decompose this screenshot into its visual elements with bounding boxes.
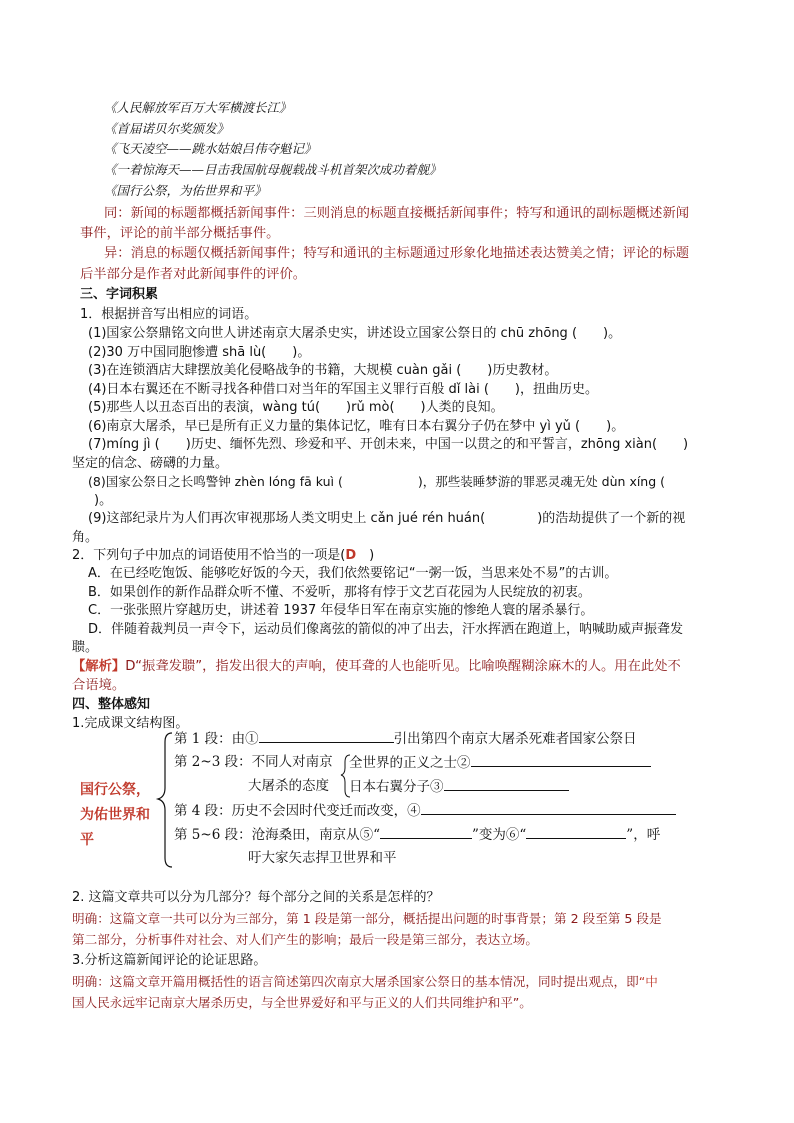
news-title-3: 《飞天凌空——跳水姑娘吕伟夺魁记》 bbox=[104, 141, 317, 156]
pinyin-item-8-cont: )。 bbox=[94, 493, 113, 508]
question2-answer: D bbox=[345, 548, 357, 563]
section3-heading: 三、字词积累 bbox=[80, 287, 159, 302]
pinyin-item-9: (9)这部纪录片为人们再次审视那场人类文明史上 cǎn jué rén huán( )的浩劫提供了一个新的视 bbox=[88, 511, 686, 526]
news-title-4: 《一着惊海天——目击我国航母舰载战斗机首架次成功着舰》 bbox=[104, 162, 442, 177]
blank-2[interactable] bbox=[471, 753, 651, 767]
analysis-tag: 【解析】 bbox=[72, 659, 126, 674]
diagram-para5-mid: ”变为⑥“ bbox=[471, 827, 527, 843]
diagram-para2-justice bbox=[349, 753, 651, 772]
diagram-para2-attitude: 大屠杀的态度 bbox=[248, 778, 329, 794]
news-title-1: 《人民解放军百万大军横渡长江》 bbox=[104, 100, 292, 115]
section4-heading: 四、整体感知 bbox=[72, 697, 151, 712]
blank-3[interactable] bbox=[444, 777, 569, 791]
analysis-text: D“振聋发聩”，指发出很大的声响，使耳聋的人也能听见。比喻唤醒糊涂麻木的人。用在此处不 bbox=[125, 659, 681, 674]
diagram-para1-label: 第 1 段：由① bbox=[174, 731, 259, 747]
compare-same-line2: 事件，评论的前半部分概括事件。 bbox=[80, 226, 280, 241]
diagram-para2-label: 第 2~3 段：不同人对南京 bbox=[174, 754, 333, 770]
option-c: C．一张张照片穿越历史，讲述着 1937 年侵华日军在南京实施的惨绝人寰的屠杀暴行。 bbox=[88, 603, 594, 618]
answer3-quote-start: “中 bbox=[638, 974, 658, 989]
pinyin-item-2: (2)30 万中国同胞惨遭 shā lù( )。 bbox=[88, 345, 311, 360]
pinyin-item-5: (5)那些人以丑态百出的表演，wàng tú( )rǔ mò( )人类的良知。 bbox=[88, 400, 504, 415]
pinyin-item-8: (8)国家公祭日之长鸣警钟 zhèn lóng fā kuì ( )，那些装睡梦游的罪恶灵魂无处 dùn xíng ( bbox=[88, 474, 666, 489]
blank-6[interactable] bbox=[526, 825, 626, 839]
pinyin-item-3: (3)在连锁酒店大肆摆放美化侵略战争的书籍，大规模 cuàn gǎi ( )历史教材。 bbox=[88, 363, 558, 378]
diagram-para4-label: 第 4 段：历史不会因时代变迁而改变，④ bbox=[174, 803, 421, 819]
option-a: A．在已经吃饱饭、能够吃好饭的今天，我们依然要铭记“一粥一饭，当思来处不易”的古训。 bbox=[88, 566, 618, 581]
diagram-para5-cont: 吁大家矢志捍卫世界和平 bbox=[248, 850, 397, 866]
option-d: D．伴随着裁判员一声令下，运动员们像离弦的箭似的冲了出去，汗水挥洒在跑道上，呐喊助威声振聋发 bbox=[88, 622, 684, 637]
answer2-line1: 明确：这篇文章一共可以分为三部分，第 1 段是第一部分，概括提出问题的时事背景；第 2 段至第 5 段是 bbox=[72, 911, 662, 926]
section4-question3: 3.分析这篇新闻评论的论证思路。 bbox=[72, 953, 267, 968]
pinyin-item-9-cont: 角。 bbox=[72, 530, 99, 545]
pinyin-item-4: (4)日本右翼还在不断寻找各种借口对当年的军国主义罪行百般 dǐ lài ( )，扭曲历史。 bbox=[88, 382, 599, 397]
answer3-line1 bbox=[72, 973, 658, 990]
question2-suffix: ) bbox=[356, 548, 375, 563]
question2-prefix: 2．下列句子中加点的词语使用不恰当的一项是( bbox=[72, 548, 346, 563]
pinyin-item-7-cont: 坚定的信念、磅礴的力量。 bbox=[72, 456, 229, 471]
news-title-2: 《首届诺贝尔奖颁发》 bbox=[104, 121, 230, 136]
diagram-para5-label: 第 5~6 段：沧海桑田，南京从⑤“ bbox=[174, 827, 380, 843]
diagram-para2-right bbox=[349, 777, 569, 796]
diagram-para1 bbox=[174, 729, 637, 748]
blank-1[interactable] bbox=[259, 729, 394, 743]
section4-question1: 1.完成课文结构图。 bbox=[72, 716, 189, 731]
pinyin-item-1: (1)国家公祭鼎铭文向世人讲述南京大屠杀史实，讲述设立国家公祭日的 chū zhōng ( )。 bbox=[88, 326, 622, 341]
answer3-text: 明确：这篇文章开篇用概括性的语言简述第四次南京大屠杀国家公祭日的基本情况，同时提出观点，即 bbox=[72, 974, 639, 989]
answer3-line2: 国人民永远牢记南京大屠杀历史，与全世界爱好和平与正义的人们共同维护和平”。 bbox=[72, 995, 532, 1010]
compare-same-line1: 同：新闻的标题都概括新闻事件：三则消息的标题直接概括新闻事件；特写和通讯的副标题概述新闻 bbox=[104, 206, 690, 221]
pinyin-item-7: (7)míng jì ( )历史、缅怀先烈、珍爱和平、开创未来，中国一以贯之的和平誓言，zhōng xiàn( ) bbox=[88, 437, 689, 452]
blank-4[interactable] bbox=[421, 801, 676, 815]
compare-diff-line2: 后半部分是作者对此新闻事件的评价。 bbox=[80, 267, 307, 282]
diagram-para2-justice-label: 全世界的正义之士② bbox=[349, 755, 471, 771]
news-title-5: 《国行公祭，为佑世界和平》 bbox=[104, 183, 267, 198]
option-d-cont: 聩。 bbox=[72, 640, 99, 655]
diagram-para5 bbox=[174, 825, 660, 844]
analysis-line2: 合语境。 bbox=[72, 678, 126, 693]
compare-diff-line1: 异：消息的标题仅概括新闻事件；特写和通讯的主标题通过形象化地描述表达赞美之情；评论的标题 bbox=[104, 246, 690, 261]
pinyin-item-6: (6)南京大屠杀，早已是所有正义力量的集体记忆，唯有日本右翼分子仍在梦中 yì yǔ ( )。 bbox=[88, 419, 625, 434]
diagram-para1-rest: 引出第四个南京大屠杀死难者国家公祭日 bbox=[393, 731, 637, 747]
diagram-para5-end: ”，呼 bbox=[626, 827, 661, 843]
diagram-title: 国行公祭，为佑世界和平 bbox=[80, 782, 150, 848]
option-b: B．如果创作的新作品群众听不懂、不爱听，那将有悖于文艺百花园为人民绽放的初衷。 bbox=[88, 585, 591, 600]
diagram-para2-right-label: 日本右翼分子③ bbox=[349, 779, 444, 795]
section4-question2: 2. 这篇文章共可以分为几部分？每个部分之间的关系是怎样的？ bbox=[72, 890, 440, 905]
section3-question1: 1．根据拼音写出相应的词语。 bbox=[80, 307, 258, 322]
blank-5[interactable] bbox=[380, 825, 472, 839]
diagram-para4 bbox=[174, 801, 676, 820]
answer2-line2: 第二部分，分析事件对社会、对人们产生的影响；最后一段是第三部分，表达立场。 bbox=[72, 932, 538, 947]
